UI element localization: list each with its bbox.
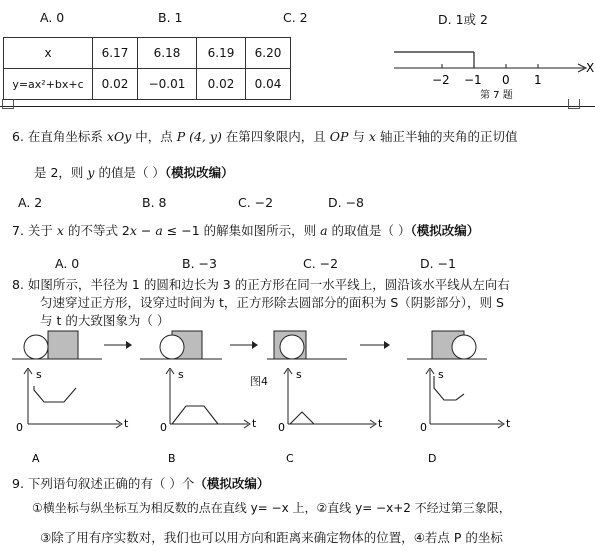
circle <box>24 335 48 359</box>
question-9-statement-2: ③除了用有序实数对，我们也可以用方向和距离来确定物体的位置，④若点 P 的坐标 <box>40 530 503 545</box>
graph-d <box>420 368 511 465</box>
q7-option-a: A. 0 <box>55 256 80 271</box>
question-tag: （模拟改编） <box>410 223 480 238</box>
axis-label: s <box>178 368 184 381</box>
graph-curve <box>34 386 76 402</box>
q7-option-b: B. −3 <box>182 256 217 271</box>
q7-option-c: C. −2 <box>303 256 339 271</box>
q6-option-c: C. −2 <box>238 195 274 210</box>
figure-label: 图4 <box>250 375 268 388</box>
axis-label: X <box>586 61 595 75</box>
axis-label: s <box>296 368 302 381</box>
question-number: 6. <box>12 129 24 144</box>
question-number: 8. <box>12 277 24 292</box>
graph-b <box>160 368 257 465</box>
question-text: 下列语句叙述正确的有（ ）个 <box>27 476 195 491</box>
shaded-square <box>48 331 78 359</box>
prev-option-a: A. 0 <box>40 10 65 25</box>
question-7 <box>12 221 479 239</box>
question-tag: （模拟改编） <box>164 165 234 180</box>
graph-label: C <box>286 452 294 465</box>
table-cell: 6.20 <box>246 38 291 69</box>
graph-c <box>278 368 383 465</box>
question-text: 的取值是（ ） <box>327 223 411 238</box>
math-term: OP <box>329 129 349 144</box>
axis-label: t <box>124 417 129 430</box>
question-8-line-1 <box>12 275 510 293</box>
figure-caption: 第 7 题 <box>480 90 513 101</box>
table-cell: 6.18 <box>138 38 197 69</box>
number-line-figure <box>392 30 595 102</box>
math-term: a <box>320 223 328 238</box>
q7-option-d: D. −1 <box>420 256 456 271</box>
axis-label: t <box>378 417 383 430</box>
circle <box>452 335 476 359</box>
question-text: 如图所示，半径为 1 的圆和边长为 3 的正方形在同一水平线上，圆沿该水平线从左向右 <box>27 277 510 292</box>
tick-label: −2 <box>432 73 450 87</box>
question-text: 与 <box>348 129 369 144</box>
margin-mark <box>568 99 580 109</box>
st-graphs <box>0 368 595 466</box>
math-term: x <box>56 223 64 238</box>
origin-label: 0 <box>278 421 285 434</box>
question-9-statement-1: ①横坐标与纵坐标互为相反数的点在直线 y= −x 上，②直线 y= −x+2 不经过第三象限， <box>32 501 511 515</box>
table-cell: −0.01 <box>138 69 197 100</box>
origin-label: 0 <box>420 421 427 434</box>
table-cell: x <box>4 38 93 69</box>
arrow-icon <box>252 341 258 349</box>
question-number: 7. <box>12 223 24 238</box>
question-text: 的不等式 2 <box>63 223 130 238</box>
q6-option-a: A. 2 <box>18 195 43 210</box>
question-text: 中，点 <box>131 129 177 144</box>
circle <box>160 335 184 359</box>
axis-label: t <box>252 417 257 430</box>
question-6-line-2 <box>34 163 234 181</box>
question-text: 在直角坐标系 <box>27 129 107 144</box>
arrow-icon <box>384 341 390 349</box>
divider <box>0 106 595 107</box>
graph-label: A <box>32 452 40 465</box>
table-row <box>4 38 291 69</box>
math-term: P (4, y) <box>176 129 222 144</box>
table-cell: 0.02 <box>93 69 138 100</box>
table-cell: 0.02 <box>197 69 246 100</box>
question-9 <box>12 474 269 492</box>
graph-label: D <box>428 452 437 465</box>
question-text: 是 2，则 <box>34 165 88 180</box>
margin-mark <box>2 99 14 109</box>
values-table <box>3 37 291 100</box>
graph-curve <box>172 406 218 424</box>
prev-option-c: C. 2 <box>283 10 308 25</box>
table-cell: 6.17 <box>93 38 138 69</box>
question-text: 在第四象限内，且 <box>221 129 330 144</box>
table-cell: 0.04 <box>246 69 291 100</box>
axis-label: s <box>438 368 444 381</box>
question-6-line-1 <box>12 127 517 145</box>
circle <box>280 335 304 359</box>
table-row <box>4 69 291 100</box>
math-term: xOy <box>106 129 132 144</box>
question-text: − <box>136 223 156 238</box>
question-text: 轴正半轴的夹角的正切值 <box>375 129 518 144</box>
math-term: x <box>368 129 376 144</box>
question-text: 的值是（ ） <box>94 165 165 180</box>
axis-label: s <box>36 368 42 381</box>
prev-option-d: D. 1或 2 <box>438 12 488 27</box>
math-term: x <box>129 223 137 238</box>
q6-option-d: D. −8 <box>328 195 364 210</box>
prev-option-b: B. 1 <box>158 10 183 25</box>
table-cell: 6.19 <box>197 38 246 69</box>
math-term: y <box>87 165 95 180</box>
tick-label: 0 <box>502 73 510 87</box>
graph-label: B <box>168 452 176 465</box>
question-tag: （模拟改编） <box>194 476 270 491</box>
axis-label: t <box>506 417 511 430</box>
tick-label: −1 <box>464 73 482 87</box>
question-text: 关于 <box>27 223 57 238</box>
math-term: a <box>155 223 163 238</box>
question-8-line-3: 与 t 的大致图象为（ ） <box>40 313 170 328</box>
graph-a <box>16 368 129 465</box>
q6-option-b: B. 8 <box>142 195 167 210</box>
origin-label: 0 <box>16 421 23 434</box>
question-8-line-2: 匀速穿过正方形，设穿过时间为 t，正方形除去圆部分的面积为 S（阴影部分），则 S <box>40 295 504 310</box>
table-cell: y=ax²+bx+c <box>4 69 93 100</box>
graph-curve <box>290 412 314 424</box>
question-number: 9. <box>12 476 24 491</box>
question-text: ≤ −1 的解集如图所示，则 <box>162 223 321 238</box>
tick-label: 1 <box>534 73 542 87</box>
arrow-icon <box>126 341 132 349</box>
circle-square-sequence <box>12 325 492 370</box>
origin-label: 0 <box>160 421 167 434</box>
